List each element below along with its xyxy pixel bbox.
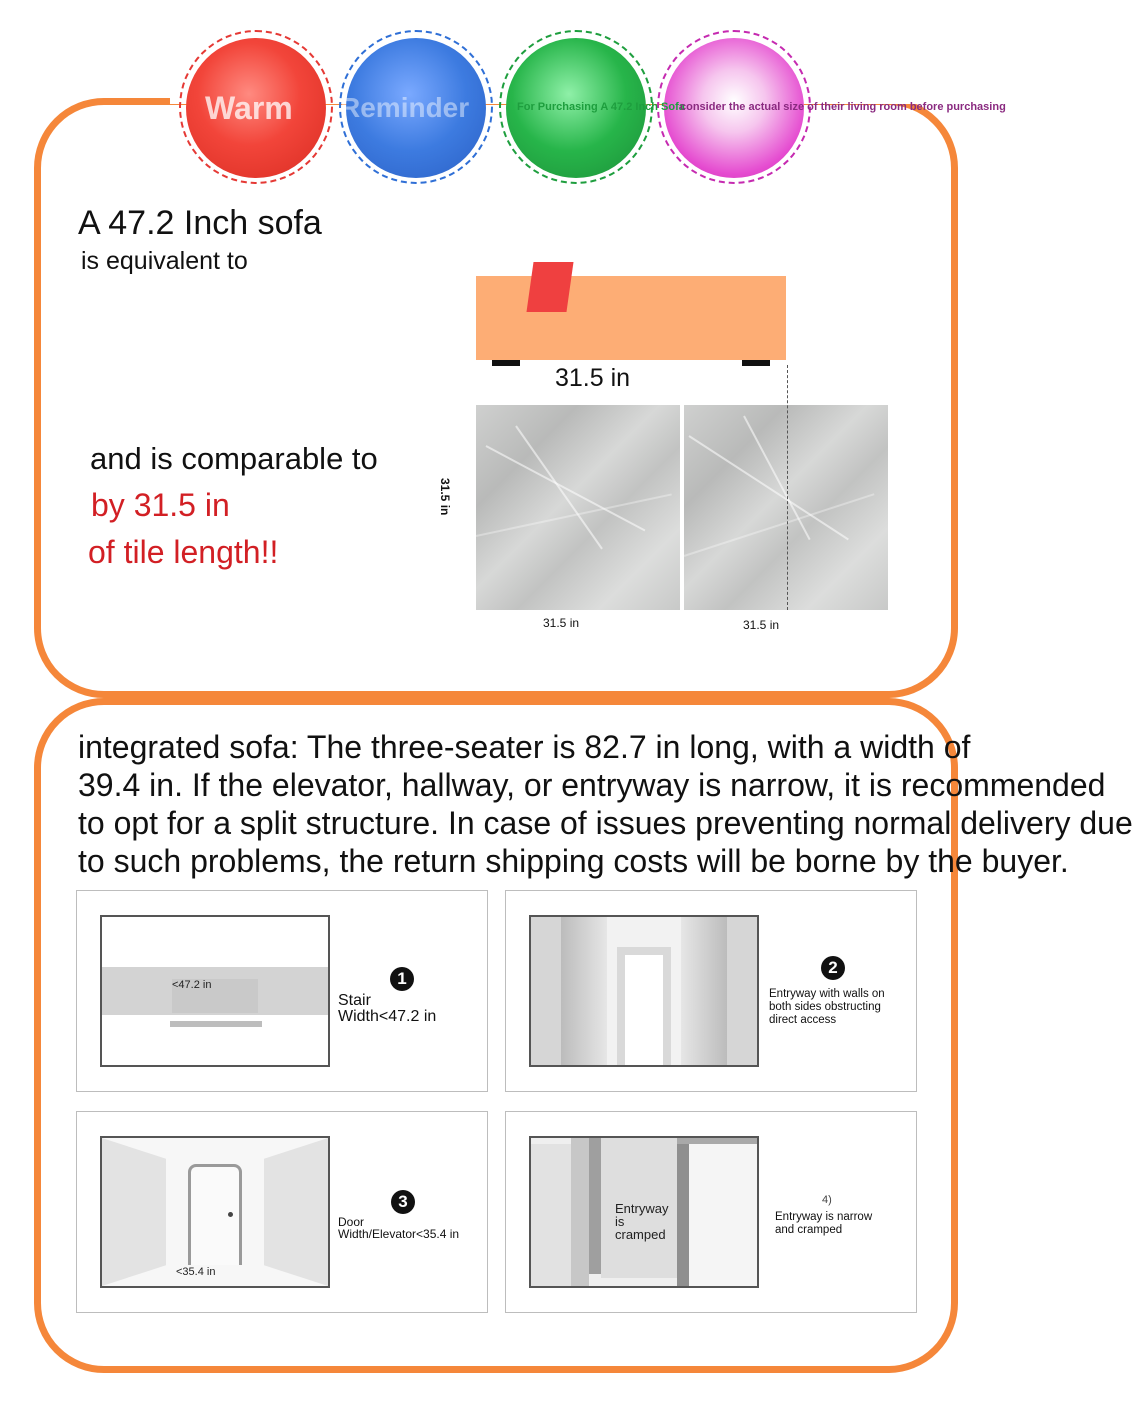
card-entryway-walls — [505, 890, 917, 1092]
badge-4: 4) — [822, 1194, 832, 1206]
notice-line-3: to opt for a split structure. In case of issues preventing normal delivery due — [78, 805, 1133, 841]
stair-label: Stair Width<47.2 in — [338, 992, 437, 1025]
stair-width-label: <47.2 in — [172, 979, 212, 991]
card-door — [76, 1111, 488, 1313]
tile-left-label: 31.5 in — [543, 616, 580, 630]
sofa-leg-left — [492, 360, 520, 366]
door-width-label: <35.4 in — [176, 1266, 216, 1278]
card-narrow-entryway — [505, 1111, 917, 1313]
bubble-purchasing-text: For Purchasing A 47.2 Inch Sofa — [517, 101, 685, 113]
tile-right — [684, 405, 888, 610]
sofa-title: A 47.2 Inch sofa — [78, 204, 322, 242]
bubble-warm-text: Warm — [205, 90, 293, 126]
sofa-leg-right — [742, 360, 770, 366]
tile-right-label: 31.5 in — [743, 618, 780, 632]
notice-paragraph — [78, 728, 1133, 880]
sofa-illustration — [476, 260, 788, 370]
compare-line-1: and is comparable to — [90, 441, 378, 476]
sofa-cushion — [526, 262, 573, 312]
door-illustration — [100, 1136, 330, 1288]
tile-dashed-line — [787, 365, 788, 610]
sofa-seat-base — [571, 312, 786, 314]
tile-left — [476, 405, 680, 610]
stair-illustration — [100, 915, 330, 1067]
notice-line-1: integrated sofa: The three-seater is 82.7 in long, with a width of — [78, 729, 971, 765]
narrow-entryway-label: Entryway is narrow and cramped — [775, 1211, 873, 1236]
sofa-subtitle: is equivalent to — [81, 247, 248, 275]
hallway-illustration — [529, 915, 759, 1067]
sofa-width-label: 31.5 in — [555, 364, 631, 392]
card-stair — [76, 890, 488, 1092]
compare-line-2: by 31.5 in — [91, 487, 230, 523]
badge-3: 3 — [391, 1190, 415, 1214]
notice-line-4: to such problems, the return shipping costs will be borne by the buyer. — [78, 843, 1069, 879]
narrow-inner-label: Entryway is cramped — [615, 1201, 669, 1242]
badge-1: 1 — [390, 967, 414, 991]
bubble-reminder-text: Reminder — [340, 92, 470, 123]
narrow-entryway-illustration — [529, 1136, 759, 1288]
notice-line-2: 39.4 in. If the elevator, hallway, or entryway is narrow, it is recommended — [78, 767, 1106, 803]
bubble-consider-text: consider the actual size of their living room before purchasing — [680, 101, 1006, 113]
sofa-armrest — [476, 276, 528, 312]
door-label: Door Width/Elevator<35.4 in — [338, 1215, 460, 1241]
compare-line-3: of tile length!! — [88, 534, 279, 570]
entryway-walls-label: Entryway with walls on both sides obstructing direct access — [769, 988, 885, 1026]
door-frame — [188, 1164, 242, 1265]
badge-2: 2 — [821, 956, 845, 980]
tile-side-label: 31.5 in — [438, 478, 452, 516]
